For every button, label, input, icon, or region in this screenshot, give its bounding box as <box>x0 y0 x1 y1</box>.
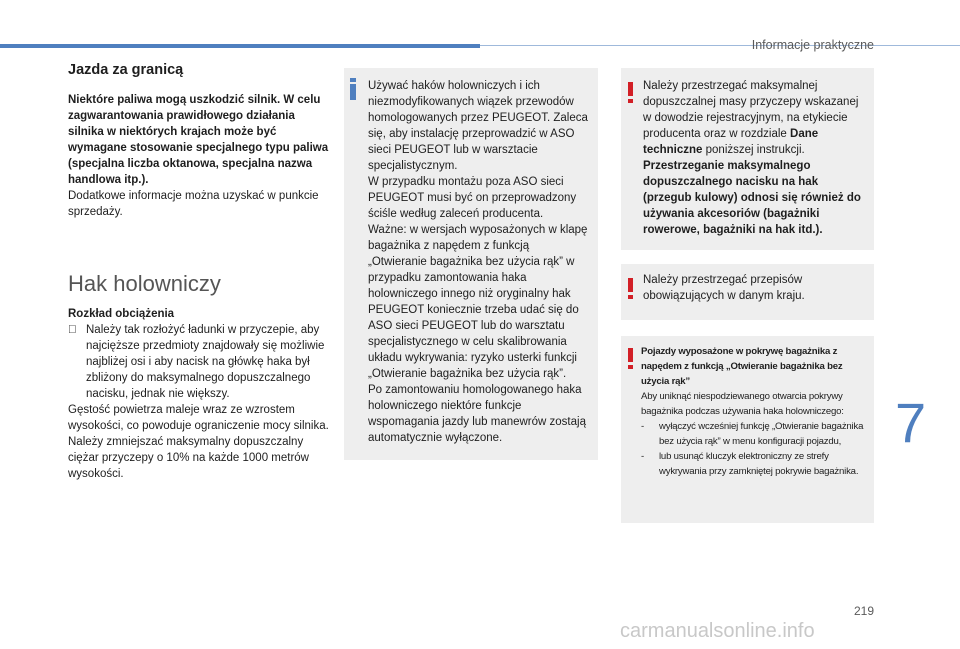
chapter-number: 7 <box>895 391 927 454</box>
header-bar <box>0 44 480 48</box>
dash-icon: - <box>641 451 644 462</box>
warning-text <box>643 78 869 238</box>
fuel-info-text: Dodatkowe informacje można uzyskać w punkcie sprzedaży. <box>68 190 319 218</box>
list-item <box>68 322 330 402</box>
warning-title: Pojazdy wyposażone w pokrywę bagażnika z napędem z funkcją „Otwieranie bagażnika bez użycia rąk” <box>641 346 843 387</box>
fuel-warning-text: Niektóre paliwa mogą uszkodzić silnik. W celu zagwarantowania prawidłowego działania silnika w niektórych krajach może być wymagane stosowanie specjalnego typu paliwa (specjalna liczba oktanowa, specjalna nazwa handlowa itp.). <box>68 94 329 186</box>
heading-load-distribution: Rozkład obciążenia <box>68 308 175 320</box>
dash-icon: - <box>641 421 644 432</box>
bullet-icon <box>68 322 86 402</box>
bullet-text: Należy tak rozłożyć ładunki w przyczepie, aby najcięższe przedmioty znajdowały się możliwie najbliżej osi i aby nacisk na główkę haka był zbliżony do maksymalnego dopuszczalnego nacisku, jednak nie większy. <box>86 324 325 400</box>
warning-text: Należy przestrzegać przepisów obowiązujących w danym kraju. <box>643 274 805 302</box>
page-number: 219 <box>853 604 874 618</box>
warning-text-a: Należy przestrzegać maksymalnej dopuszczalnej masy przyczepy wskazanej w dowodzie rejestracyjnym, na etykiecie producenta oraz w rozdziale <box>643 80 859 140</box>
altitude-text: Gęstość powietrza maleje wraz ze wzrostem wysokości, co powoduje ograniczenie mocy silnika. Należy zmniejszać maksymalny dopuszczalny ciężar przyczepy o 10% na każde 1000 metrów wysokości. <box>68 404 329 480</box>
left-column <box>68 62 330 482</box>
warning-text-bold: Przestrzeganie maksymalnego dopuszczalnego nacisku na hak (przegub kulowy) odnosi się również do używania akcesoriów (bagażniki rowerowe, bagażniki na hak itd.). <box>643 160 861 236</box>
warning-panel-tailgate <box>621 336 874 523</box>
link-technical-data: Dane techniczne <box>643 128 819 156</box>
section-header: Informacje praktyczne <box>751 38 874 52</box>
info-panel <box>344 68 598 460</box>
header-rule <box>480 45 960 46</box>
list-item <box>641 449 871 479</box>
heading-driving-abroad: Jazda za granicą <box>68 62 184 78</box>
warning-text <box>641 344 871 479</box>
warning-text-c: poniższej instrukcji. <box>702 144 805 156</box>
warning-panel-regulations <box>621 264 874 320</box>
info-text: Używać haków holowniczych i ich niezmodyfikowanych wiązek przewodów homologowanych przez PEUGEOT. Zaleca się, aby instalację przeprowadzić w ASO sieci PEUGEOT lub w warsztacie specjalistycznym. W przypadku montażu poza ASO sieci PEUGEOT musi być on przeprowadzony ściśle według zaleceń producenta. Ważne: w wersjach wyposażonych w klapę bagażnika z napędem z funkcją „Otwieranie bagażnika bez użycia rąk” w przypadku zamontowania haka holowniczego innego niż oryginalny hak PEUGEOT koniecznie trzeba udać się do ASO sieci PEUGEOT lub do warsztatu specjalistycznego w celu skalibrowania układu wykrywania: ryzyko usterki funkcji „Otwieranie bagażnika bez użycia rąk”. Po zamontowaniu homologowanego haka holowniczego niektóre funkcje wspomagania jazdy lub manewrów zostają automatycznie wyłączone. <box>368 80 588 444</box>
info-icon <box>350 78 356 100</box>
list-item-text: wyłączyć wcześniej funkcję „Otwieranie bagażnika bez użycia rąk” w menu konfiguracji pojazdu, <box>659 421 864 447</box>
warning-panel-weight <box>621 68 874 250</box>
list-item <box>641 419 871 449</box>
warning-intro: Aby uniknąć niespodziewanego otwarcia pokrywy bagażnika podczas używania haka holowniczego: <box>641 391 844 417</box>
list-item-text: lub usunąć kluczyk elektroniczny ze strefy wykrywania przy zamkniętej pokrywie bagażnika. <box>659 451 859 477</box>
watermark: carmanualsonline.info <box>620 620 815 642</box>
heading-towbar: Hak holowniczy <box>68 271 221 296</box>
